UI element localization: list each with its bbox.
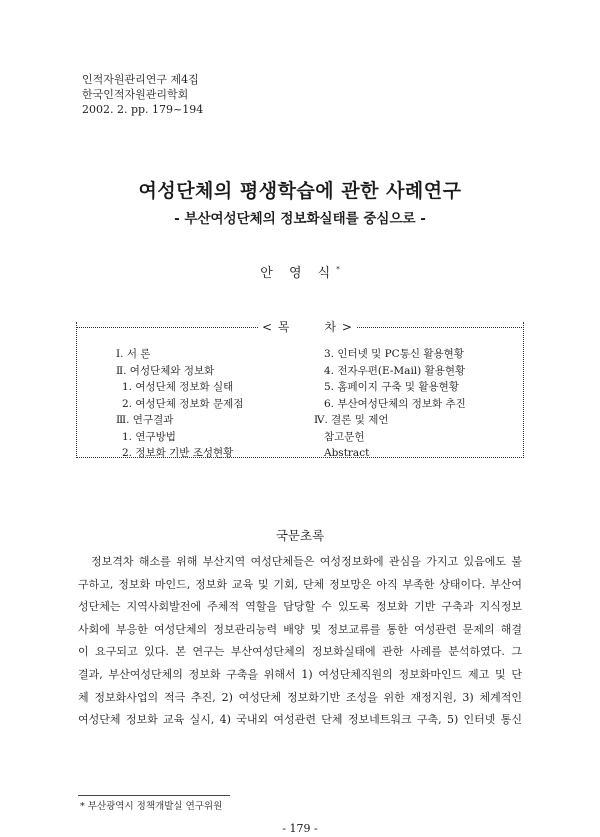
toc-item: 5. 홈페이지 구축 및 활용현황	[324, 381, 459, 393]
toc-item: Ⅳ. 결론 및 제언	[314, 414, 389, 426]
abstract-heading: 국문초록	[275, 528, 325, 543]
toc-item: 4. 전자우편(E-Mail) 활용현황	[324, 364, 466, 377]
toc-heading-left: < 목	[262, 320, 291, 334]
abstract-line: 사회에 부응한 여성단체의 정보관리능력 배양 및 정보교류를 통한 여성관련 문제의 해결	[78, 622, 522, 636]
page-number: - 179 -	[282, 822, 318, 835]
toc-item: 2. 정보화 기반 조성현황	[122, 447, 234, 459]
toc-item: Ⅰ. 서 론	[116, 348, 151, 360]
paper-title: 여성단체의 평생학습에 관한 사례연구	[138, 180, 462, 202]
author-name: 안 영 식	[260, 266, 337, 281]
abstract-line: 정보격차 해소를 위해 부산지역 여성단체들은 여성정보화에 관심을 가지고 있음에도 불	[91, 555, 522, 568]
journal-info	[82, 72, 203, 117]
toc-right-column	[310, 346, 466, 462]
paper-subtitle: - 부산여성단체의 정보화실태를 중심으로 -	[174, 211, 426, 227]
abstract-body	[78, 551, 522, 732]
author	[0, 262, 600, 281]
abstract-line: 구하고, 정보화 마인드, 정보화 교육 및 기회, 단체 정보망은 아직 부족한 상태이다. 부산여	[78, 577, 522, 591]
footnote-divider	[78, 795, 230, 796]
toc-item: Ⅱ. 여성단체와 정보화	[116, 364, 215, 377]
publication-info: 2002. 2. pp. 179~194	[82, 103, 204, 116]
society-name: 한국인적자원관리학회	[82, 88, 189, 101]
toc-item: 참고문헌	[324, 430, 365, 443]
journal-name: 인적자원관리연구 제4집	[82, 73, 199, 86]
toc-item: 1. 연구방법	[122, 430, 176, 443]
footnote: * 부산광역시 정책개발실 연구위원	[80, 801, 223, 812]
toc-left-column	[116, 346, 243, 462]
toc-item: 2. 여성단체 정보화 문제점	[122, 397, 244, 410]
abstract-line: 결과, 부산여성단체의 정보화 구축을 위해서 1) 여성단체직원의 정보화마인드 제고 및 단	[78, 667, 522, 681]
toc-item: Abstract	[324, 447, 370, 459]
abstract-line: 체 정보화사업의 적극 추진, 2) 여성단체 정보화기반 조성을 위한 재정지원, 3) 체계적인	[78, 690, 522, 704]
toc-item: 6. 부산여성단체의 정보화 추진	[324, 397, 466, 410]
toc-item: 1. 여성단체 정보화 실태	[122, 381, 234, 393]
toc-item: Ⅲ. 연구결과	[116, 414, 174, 426]
toc-heading-right: 차 >	[324, 320, 353, 334]
toc-heading	[258, 318, 357, 335]
toc-item: 3. 인터넷 및 PC통신 활용현황	[324, 348, 464, 360]
abstract-line: 성단체는 지역사회발전에 주체적 역할을 담당할 수 있도록 정보화 기반 구축과 지식정보	[78, 600, 522, 614]
abstract-line: 여성단체 정보화 교육 실시, 4) 국내외 여성관련 단체 정보네트워크 구축, 5) 인터넷 통신	[78, 713, 522, 727]
author-footnote-mark: *	[336, 265, 340, 274]
abstract-line: 이 요구되고 있다. 본 연구는 부산여성단체의 정보화실태에 관한 사례를 분석하였다. 그	[78, 645, 522, 659]
